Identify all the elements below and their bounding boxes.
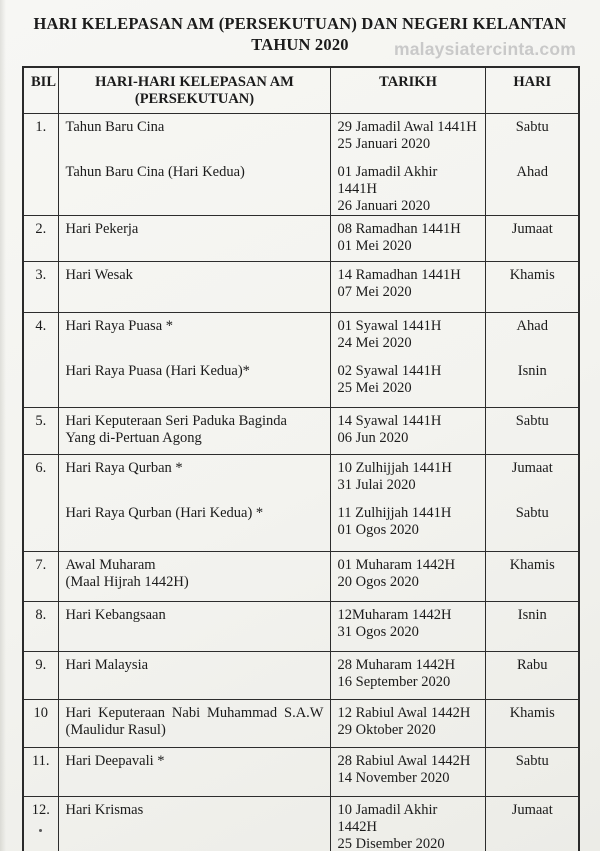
day-name: Isnin [517,606,547,623]
holidays-table [22,66,580,851]
gregorian-date: 07 Mei 2020 [337,283,412,300]
day-cell [485,261,579,312]
date-cell [330,699,485,747]
day-cell [485,312,579,407]
day-cell [485,699,579,747]
date-cell [330,601,485,651]
gregorian-date: 25 Disember 2020 [337,835,445,851]
holiday-name-cell [58,551,330,601]
holiday-name: Hari Raya Qurban (Hari Kedua) * [65,504,264,521]
hijri-date: 14 Syawal 1441H [337,412,442,429]
gregorian-date: 16 September 2020 [337,673,451,690]
day-name: Sabtu [515,752,549,769]
holiday-name: Hari Malaysia [65,656,149,673]
header-day: HARI [485,67,579,113]
bil-cell: 9. [23,651,58,699]
holiday-name-cell [58,215,330,261]
gregorian-date: 24 Mei 2020 [337,334,412,351]
bil-cell [23,796,58,851]
table-row [23,651,579,699]
date-cell [330,113,485,215]
gregorian-date: 31 Ogos 2020 [337,623,419,640]
table-row [23,699,579,747]
hijri-date: 10 Jamadil Akhir 1442H [337,801,438,835]
bil-cell: 4. [23,312,58,407]
date-entry [338,505,479,539]
page-title-line2: TAHUN 2020 [251,35,349,55]
day-cell [485,601,579,651]
hijri-date: 14 Ramadhan 1441H [337,266,461,283]
day-cell [485,454,579,551]
header-holiday-name-line2: (PERSEKUTUAN) [134,91,255,107]
day-cell [485,551,579,601]
day-name: Khamis [509,556,555,573]
day-name: Isnin [517,362,547,379]
hijri-date: 01 Syawal 1441H [337,317,442,334]
table-row [23,601,579,651]
day-name: Jumaat [511,459,553,476]
table-row [23,551,579,601]
table-row [23,215,579,261]
holiday-name: Tahun Baru Cina [65,118,165,135]
day-cell [485,215,579,261]
hijri-date: 28 Muharam 1442H [337,656,456,673]
date-cell [330,796,485,851]
date-entry [338,363,479,397]
header-date: TARIKH [330,67,485,113]
holiday-name: Awal Muharam [65,556,156,573]
holiday-name-cell [58,601,330,651]
holiday-name: Hari Raya Qurban * [65,459,183,476]
gregorian-date: 29 Oktober 2020 [337,721,436,738]
date-cell [330,551,485,601]
gregorian-date: 20 Ogos 2020 [337,573,419,590]
holiday-name-line2: Yang di-Pertuan Agong [65,429,202,446]
table-row [23,407,579,454]
holiday-name-cell [58,113,330,215]
day-name: Jumaat [511,220,553,237]
day-cell [485,747,579,796]
page-title-line1: HARI KELEPASAN AM (PERSEKUTUAN) DAN NEGERI KELANTAN [33,14,567,33]
header-holiday-name-line1: HARI-HARI KELEPASAN AM [95,74,294,90]
holiday-name: Hari Krismas [65,801,144,818]
holiday-name-cell [58,261,330,312]
watermark-text: malaysiatercinta.com [393,39,576,59]
date-cell [330,261,485,312]
holiday-name-cell [58,699,330,747]
holiday-name-cell [58,407,330,454]
day-cell [485,651,579,699]
table-row [23,454,579,551]
hijri-date: 28 Rabiul Awal 1442H [337,752,471,769]
hijri-date: 02 Syawal 1441H [337,362,442,379]
scan-stray-mark [39,829,42,832]
holiday-name: Hari Keputeraan Seri Paduka Baginda [65,412,287,429]
date-entry [338,318,479,363]
day-name: Sabtu [515,412,549,429]
holiday-name-cell [58,454,330,551]
table-row [23,113,579,215]
holiday-name-cell [58,747,330,796]
holiday-name-line2: (Maal Hijrah 1442H) [65,573,189,590]
bil-cell: 10 [23,699,58,747]
gregorian-date: 14 November 2020 [337,769,450,786]
hijri-date: 12 Rabiul Awal 1442H [337,704,471,721]
day-name: Sabtu [515,118,549,135]
bil-cell: 5. [23,407,58,454]
hijri-date: 01 Jamadil Akhir 1441H [337,163,438,197]
bil-number: 12. [31,801,50,818]
day-name: Ahad [516,163,548,180]
holiday-name: Hari Kebangsaan [65,606,166,623]
date-cell [330,747,485,796]
table-row [23,747,579,796]
hijri-date: 29 Jamadil Awal 1441H [337,118,477,135]
date-cell [330,407,485,454]
gregorian-date: 01 Ogos 2020 [337,521,419,538]
holiday-name-cell [58,651,330,699]
day-cell [485,407,579,454]
date-entry [338,119,479,164]
holiday-name-cell [58,796,330,851]
holiday-name: Hari Keputeraan Nabi Muhammad S.A.W [65,704,324,721]
holiday-name: Hari Raya Puasa (Hari Kedua)* [65,362,250,379]
gregorian-date: 01 Mei 2020 [337,237,412,254]
gregorian-date: 31 Julai 2020 [337,476,416,493]
table-row [23,312,579,407]
header-holiday-name [58,67,330,113]
table-row [23,796,579,851]
holiday-name: Tahun Baru Cina (Hari Kedua) [65,163,245,180]
day-name: Ahad [516,317,548,334]
date-cell [330,454,485,551]
holiday-name-line2: (Maulidur Rasul) [65,721,166,738]
bil-cell: 2. [23,215,58,261]
hijri-date: 12Muharam 1442H [337,606,452,623]
gregorian-date: 06 Jun 2020 [337,429,409,446]
gregorian-date: 26 Januari 2020 [337,197,431,214]
day-cell [485,796,579,851]
bil-cell: 7. [23,551,58,601]
day-cell [485,113,579,215]
hijri-date: 10 Zulhijjah 1441H [337,459,452,476]
hijri-date: 11 Zulhijjah 1441H [337,504,452,521]
day-name: Khamis [509,266,555,283]
day-name: Khamis [509,704,555,721]
gregorian-date: 25 Januari 2020 [337,135,431,152]
holiday-name: Hari Wesak [65,266,133,283]
date-cell [330,312,485,407]
bil-cell: 11. [23,747,58,796]
date-cell [330,215,485,261]
holiday-name-cell [58,312,330,407]
table-header-row [23,67,579,113]
date-cell [330,651,485,699]
hijri-date: 08 Ramadhan 1441H [337,220,461,237]
day-name: Rabu [516,656,548,673]
day-name: Sabtu [515,504,549,521]
hijri-date: 01 Muharam 1442H [337,556,456,573]
header-bil: BIL [23,67,58,113]
bil-cell: 1. [23,113,58,215]
holiday-name: Hari Pekerja [65,220,139,237]
table-row [23,261,579,312]
holiday-name: Hari Raya Puasa * [65,317,174,334]
date-entry [338,164,479,215]
holiday-name: Hari Deepavali * [65,752,165,769]
day-name: Jumaat [511,801,553,818]
bil-cell: 3. [23,261,58,312]
bil-cell: 6. [23,454,58,551]
gregorian-date: 25 Mei 2020 [337,379,412,396]
bil-cell: 8. [23,601,58,651]
date-entry [338,460,479,505]
